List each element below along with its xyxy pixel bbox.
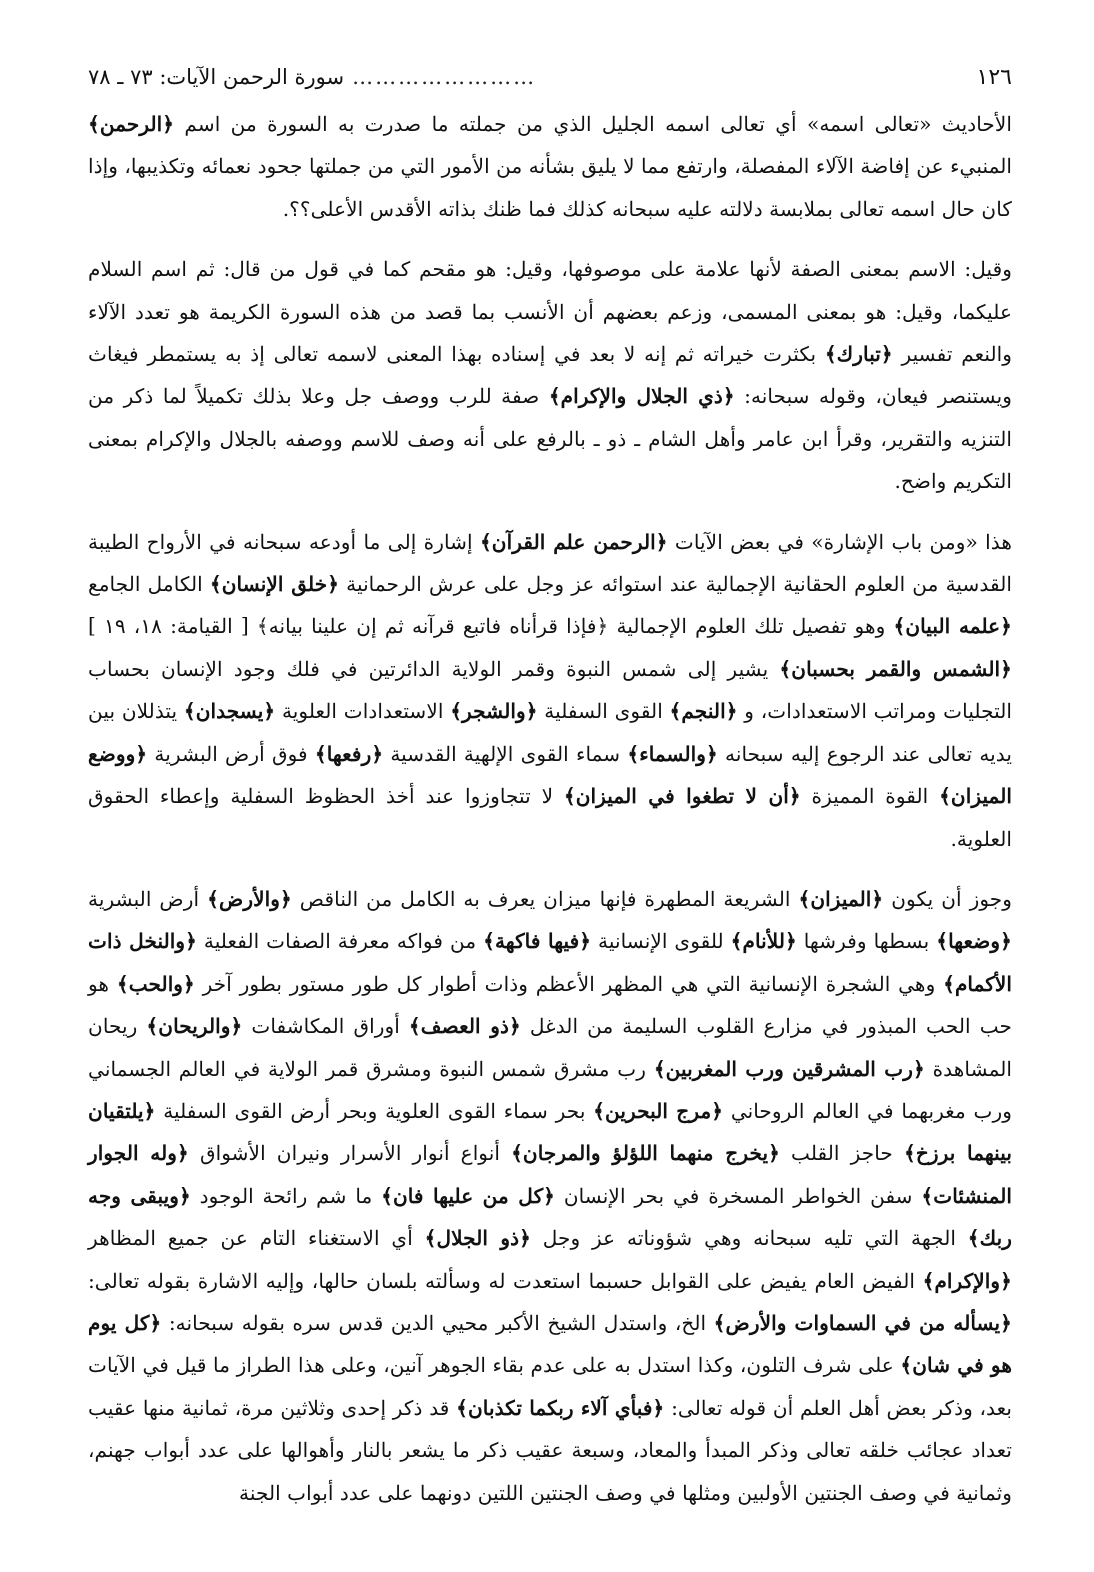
- leader-dots: ……………………: [352, 65, 537, 89]
- text-run: رب مشرق شمس النبوة ومشرق قمر الولاية في العالم الجسماني ورب مغربهما في العالم الروحاني: [88, 1056, 1012, 1123]
- text-run: وقيل: الاسم بمعنى الصفة لأنها علامة على موصوفها، وقيل: هو مقحم كما في قول من قال: ثم اسم السلام عليكما، وقيل: هو بمعنى المسمى، وزعم بعضهم أن الأنسب بما قصد من هذه السورة الكريمة هو تعدد الآلاء والنعم تفسير: [88, 257, 1012, 367]
- quran-quote: ﴿كل من عليها فان﴾: [381, 1183, 556, 1208]
- quran-quote: ﴿فبأي آلاء ربكما تكذبان﴾: [456, 1395, 665, 1420]
- page-header: [88, 62, 1012, 93]
- running-head: [88, 62, 536, 92]
- quran-quote: ﴿الرحمن علم القرآن﴾: [479, 529, 668, 554]
- quran-quote: ﴿يسجدان﴾: [183, 699, 276, 724]
- quran-quote: ﴿كل يوم هو في شان﴾: [88, 1310, 1013, 1378]
- text-run: أي الاستغناء التام عن جميع المظاهر: [88, 1226, 425, 1251]
- quran-quote: ﴿يسأله من في السماوات والأرض﴾: [713, 1310, 1012, 1335]
- text-run: المنبيء عن إفاضة الآلاء المفصلة، وارتفع مما لا يليق بشأنه من الأمور التي من جملتها جحود نعمائه وتكذيبها، وإذا كان حال اسمه تعالى بملابسة دلالته عليه سبحانه كذلك فما ظنك بذاته الأقدس الأعلى؟؟.: [88, 154, 1012, 221]
- text-run: يتذللان بين يديه تعالى عند الرجوع إليه سبحانه: [88, 699, 1012, 766]
- quran-quote: ﴿النجم﴾: [669, 699, 738, 724]
- quran-quote: ﴿وله الجوار المنشئات﴾: [88, 1141, 1013, 1208]
- text-run: وجوز أن يكون: [883, 886, 1012, 911]
- quran-quote: ﴿والنخل ذات الأكمام﴾: [88, 929, 1012, 996]
- quran-quote: ﴿ويبقى وجه ربك﴾: [88, 1183, 1012, 1251]
- quran-quote: ﴿والسماء﴾: [627, 741, 718, 766]
- quran-quote: ﴿رفعها﴾: [314, 741, 384, 766]
- text-run: القوة المميزة: [800, 784, 940, 809]
- text-run: وهو تفصيل تلك العلوم الإجمالية: [608, 614, 894, 639]
- text-run: الخ، واستدل الشيخ الأكبر محيي الدين قدس سره بقوله سبحانه:: [161, 1310, 714, 1335]
- quran-quote: ﴿رب المشرقين ورب المغربين﴾: [653, 1056, 925, 1081]
- text-run: يشير إلى شمس النبوة وقمر الولاية الدائرتين في فلك وجود الإنسان بحساب التجليات ومراتب الاستعدادات، و: [88, 656, 1012, 724]
- text-run: فوق أرض البشرية: [147, 741, 315, 766]
- text-run: الكامل الجامع: [88, 572, 210, 597]
- text-run: الاستعدادات العلوية: [275, 699, 451, 724]
- quran-quote: ﴿الشمس والقمر بحسبان﴾: [779, 656, 1012, 681]
- text-run: سفن الخواطر المسخرة في بحر الإنسان: [555, 1183, 922, 1208]
- text-run: على شرف التلون، وكذا استدل به على عدم بقاء الجوهر آنين، وعلى هذا الطراز ما قيل في الآيات بعد، وذكر بعض أهل العلم أن قوله تعالى:: [88, 1353, 1012, 1420]
- text-run: بكثرت خيراته ثم إنه لا بعد في إسناده بهذا المعنى لاسمه تعالى إذ به يستمطر فيغاث ويستنصر فيعان، وقوله سبحانه:: [88, 342, 1012, 409]
- text-run: ريحان المشاهدة: [88, 1014, 1013, 1081]
- quran-quote: ﴿يخرج منهما اللؤلؤ والمرجان﴾: [511, 1141, 780, 1166]
- quran-quote: ﴿والريحان﴾: [146, 1014, 243, 1039]
- text-run: ﴿فإذا قرأناه فاتبع قرآنه ثم إن علينا بيانه﴾: [256, 614, 609, 639]
- text-run: حاجز القلب: [779, 1141, 904, 1166]
- text-run: الفيض العام يفيض على القوابل حسبما استعدت له وسألته بلسان حالها، وإليه الاشارة بقوله تعالى:: [88, 1268, 923, 1293]
- quran-quote: ﴿علمه البيان﴾: [893, 614, 1013, 639]
- text-run: لا تتجاوزوا عند أخذ الحظوظ السفلية وإعطاء الحقوق العلوية.: [88, 784, 1012, 851]
- text-run: أوراق المكاشفات: [242, 1014, 409, 1039]
- running-title: سورة الرحمن الآيات: ٧٣ ـ ٧٨: [88, 65, 345, 89]
- text-run: صفة للرب ووصف جل وعلا بذلك تكميلاً لما ذكر من التنزيه والتقرير، وقرأ ابن عامر وأهل الشام ـ ذو ـ بالرفع على أنه وصف للاسم ووصفه بالجلال والإكرام بمعنى التكريم واضح.: [88, 384, 1012, 494]
- text-run: هذا «ومن باب الإشارة» في بعض الآيات: [667, 529, 1013, 554]
- text-run: الأحاديث «تعالى اسمه» أي تعالى اسمه الجليل الذي من جملته ما صدرت به السورة من اسم: [174, 112, 1012, 136]
- text-run: ما شم رائحة الوجود: [190, 1183, 382, 1208]
- quran-quote: ﴿يلتقيان بينهما برزخ﴾: [88, 1098, 1012, 1166]
- text-run: سماء القوى الإلهية القدسية: [383, 741, 628, 766]
- quran-quote: ﴿والحب﴾: [116, 971, 195, 996]
- text-run: أرض البشرية: [88, 886, 208, 911]
- text-run: الشريعة المطهرة فإنها ميزان يعرف به الكامل من الناقص: [291, 886, 799, 911]
- paragraph: [88, 103, 1012, 230]
- quran-quote: ﴿فيها فاكهة﴾: [483, 929, 592, 954]
- quran-quote: ﴿مرج البحرين﴾: [593, 1098, 724, 1123]
- quran-quote: ﴿تبارك﴾: [824, 342, 893, 367]
- text-run: أنواع أنوار الأسرار ونيران الأشواق: [188, 1141, 512, 1166]
- quran-quote: ﴿والإكرام﴾: [922, 1268, 1012, 1293]
- text-run: بسطها وفرشها: [796, 929, 937, 954]
- quran-quote: ﴿الميزان﴾: [798, 886, 884, 911]
- quran-quote: ﴿والأرض﴾: [207, 886, 292, 911]
- paragraph: [88, 521, 1012, 860]
- quran-quote: ﴿ذو العصف﴾: [408, 1014, 521, 1039]
- quran-quote: ﴿ووضع الميزان﴾: [88, 741, 1012, 809]
- text-run: هو حب الحب المبذور في مزارع القلوب السليمة من الدغل: [88, 971, 1013, 1039]
- text-run: إشارة إلى ما أودعه سبحانه في الأرواح الطيبة القدسية من العلوم الحقانية الإجمالية عند استوائه عز وجل على عرش الرحمانية: [88, 529, 1012, 597]
- quran-quote: ﴿الرحمن﴾: [88, 112, 175, 136]
- page-number: ١٢٦: [976, 65, 1012, 90]
- quran-quote: ﴿ذو الجلال﴾: [424, 1226, 531, 1251]
- text-run: من فواكه معرفة الصفات الفعلية: [196, 929, 484, 954]
- quran-quote: ﴿أن لا تطغوا في الميزان﴾: [563, 784, 801, 809]
- text-run: القوى السفلية: [537, 699, 670, 724]
- quran-quote: ﴿للأنام﴾: [730, 929, 797, 954]
- page-body: [88, 103, 1012, 1514]
- text-run: قد ذكر إحدى وثلاثين مرة، ثمانية منها عقيب تعداد عجائب خلقه تعالى وذكر المبدأ والمعاد، وسبعة عقيب ذكر ما يشعر بالنار وأهوالها على عدد أبواب جهنم، وثمانية في وصف الجنتين الأولبين ومثلها في وصف الجنتين اللتين دونهما على عدد أبواب الجنة: [88, 1395, 1012, 1505]
- quran-quote: ﴿والشجر﴾: [450, 699, 538, 724]
- paragraph: [88, 878, 1012, 1514]
- text-run: وهي الشجرة الإنسانية التي هي المظهر الأعظم وذات أطوار كل طور مستور بطور آخر: [194, 971, 944, 996]
- text-run: للقوى الإنسانية: [591, 929, 731, 954]
- quran-quote: ﴿وضعها﴾: [936, 929, 1012, 954]
- text-run: الجهة التي تليه سبحانه وهي شؤوناته عز وجل: [530, 1226, 968, 1251]
- quran-quote: ﴿خلق الإنسان﴾: [209, 572, 340, 597]
- quran-quote: ﴿ذي الجلال والإكرام﴾: [548, 384, 735, 409]
- text-run: [ القيامة: ١٨، ١٩ ]: [88, 614, 257, 639]
- text-run: بحر سماء القوى العلوية وبحر أرض القوى السفلية: [155, 1098, 594, 1123]
- paragraph: [88, 248, 1012, 502]
